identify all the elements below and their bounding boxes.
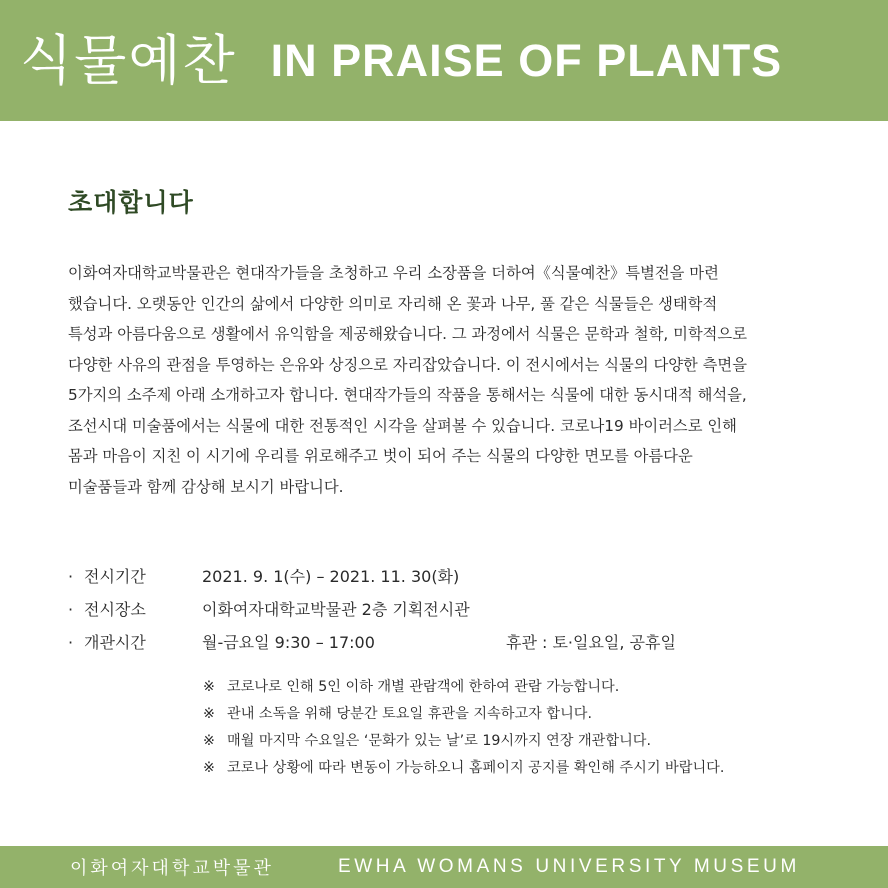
invitation-heading: 초대합니다 bbox=[68, 188, 194, 217]
body-line: 이화여자대학교박물관은 현대작가들을 초청하고 우리 소장품을 더하여《식물예찬》특별전을 마련 bbox=[68, 264, 719, 282]
notice-text: 코로나 상황에 따라 변동이 가능하오니 홈페이지 공지를 확인해 주시기 바랍니다. bbox=[227, 760, 725, 776]
info-row-period bbox=[68, 560, 828, 593]
exhibition-info bbox=[68, 560, 828, 659]
body-line: 5가지의 소주제 아래 소개하고자 합니다. 현대작가들의 작품을 통해서는 식물에 대한 동시대적 해석을, bbox=[68, 386, 747, 404]
notice-item bbox=[203, 701, 724, 728]
info-row-venue bbox=[68, 593, 828, 626]
bullet: · bbox=[68, 600, 74, 619]
notice-list bbox=[203, 674, 724, 782]
reference-mark: ※ bbox=[203, 706, 215, 722]
invitation-body bbox=[68, 258, 822, 502]
reference-mark: ※ bbox=[203, 679, 215, 695]
hours-value: 월-금요일 9:30 – 17:00 bbox=[202, 633, 375, 652]
body-line: 했습니다. 오랫동안 인간의 삶에서 다양한 의미로 자리해 온 꽃과 나무, 풀 같은 식물들은 생태학적 bbox=[68, 294, 718, 313]
reference-mark: ※ bbox=[203, 760, 215, 776]
title-korean: 식물예찬 bbox=[20, 28, 237, 92]
notice-item bbox=[203, 674, 724, 701]
reference-mark: ※ bbox=[203, 733, 215, 749]
body-line: 조선시대 미술품에서는 식물에 대한 전통적인 시각을 살펴볼 수 있습니다. 코로나19 바이러스로 인해 bbox=[68, 416, 737, 435]
venue-value: 이화여자대학교박물관 2층 기획전시관 bbox=[202, 600, 470, 619]
body-line: 특성과 아름다움으로 생활에서 유익함을 제공해왔습니다. 그 과정에서 식물은 문학과 철학, 미학적으로 bbox=[68, 325, 747, 343]
period-value: 2021. 9. 1(수) – 2021. 11. 30(화) bbox=[202, 567, 460, 586]
notice-text: 매월 마지막 수요일은 ‘문화가 있는 날’로 19시까지 연장 개관합니다. bbox=[227, 733, 651, 749]
museum-name-english: EWHA WOMANS UNIVERSITY MUSEUM bbox=[338, 856, 800, 877]
info-row-hours bbox=[68, 626, 828, 659]
body-line: 다양한 사유의 관점을 투영하는 은유와 상징으로 자리잡았습니다. 이 전시에서는 식물의 다양한 측면을 bbox=[68, 355, 747, 374]
notice-text: 관내 소독을 위해 당분간 토요일 휴관을 지속하고자 합니다. bbox=[227, 706, 593, 722]
closed-days: 휴관 : 토·일요일, 공휴일 bbox=[506, 633, 676, 652]
body-line: 몸과 마음이 지친 이 시기에 우리를 위로해주고 벗이 되어 주는 식물의 다양한 면모를 아름다운 bbox=[68, 447, 693, 465]
notice-item bbox=[203, 755, 724, 782]
hours-label: 개관시간 bbox=[84, 633, 146, 652]
period-label: 전시기간 bbox=[84, 567, 146, 586]
body-line: 미술품들과 함께 감상해 보시기 바랍니다. bbox=[68, 477, 344, 496]
notice-item bbox=[203, 728, 724, 755]
bullet: · bbox=[68, 633, 74, 652]
top-banner bbox=[0, 0, 888, 121]
footer-banner bbox=[0, 846, 888, 888]
title-english: IN PRAISE OF PLANTS bbox=[270, 35, 783, 86]
venue-label: 전시장소 bbox=[84, 600, 146, 619]
museum-name-korean: 이화여자대학교박물관 bbox=[70, 858, 274, 879]
notice-text: 코로나로 인해 5인 이하 개별 관람객에 한하여 관람 가능합니다. bbox=[227, 679, 620, 695]
bullet: · bbox=[68, 567, 74, 586]
